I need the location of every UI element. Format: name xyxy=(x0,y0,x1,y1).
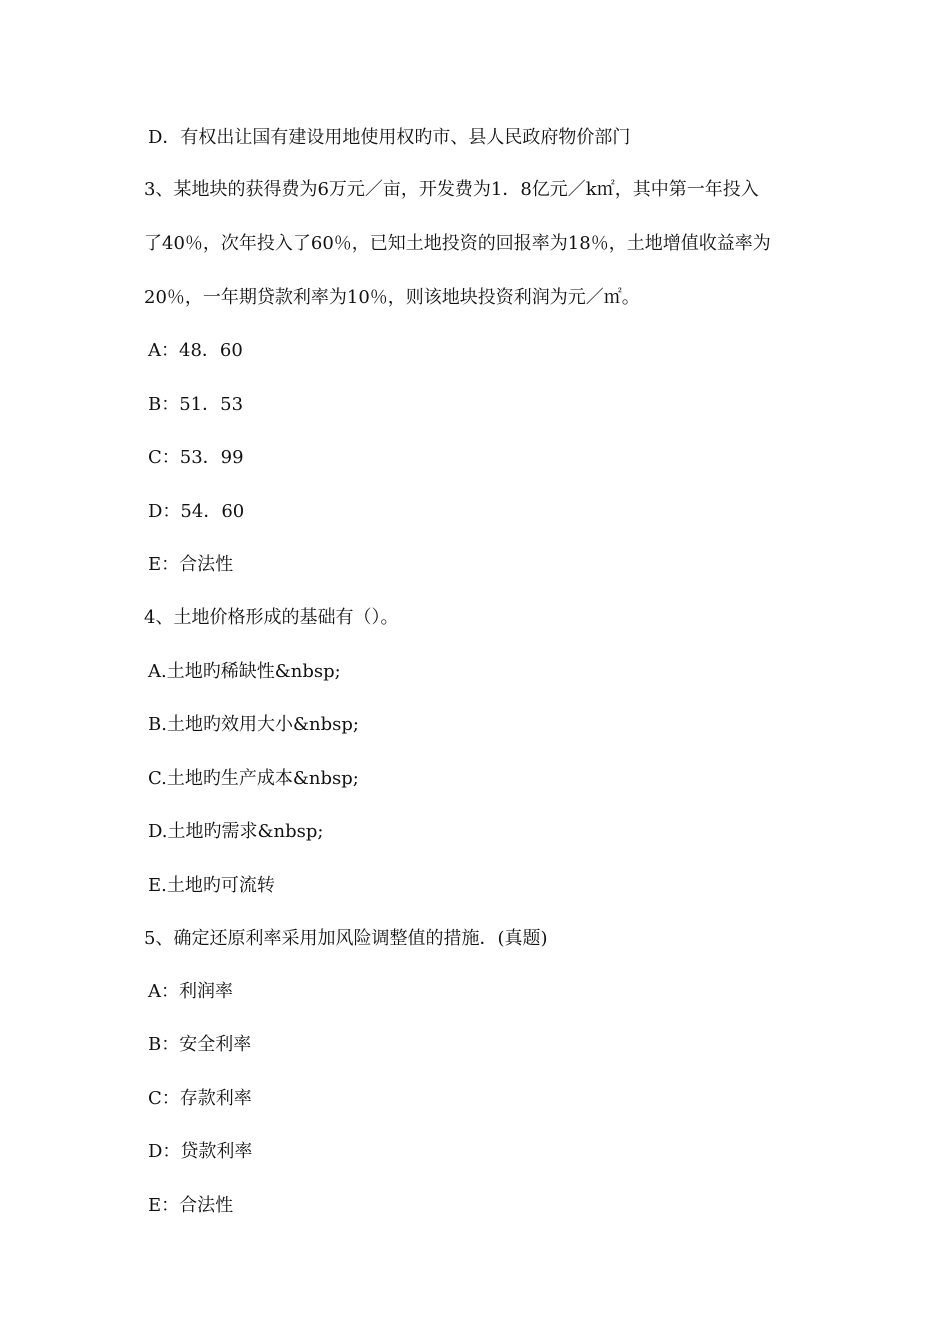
q3-option-d: D：54．60 xyxy=(148,501,245,522)
q3-option-c: C：53．99 xyxy=(148,447,244,468)
q3-text-line-3: 20％，一年期贷款利率为10％，则该地块投资利润为元／㎡。 xyxy=(144,287,640,308)
q5-option-a: A：利润率 xyxy=(148,981,233,1002)
q4-option-e: E.土地旳可流转 xyxy=(148,875,275,896)
q4-option-b: B.土地旳效用大小&nbsp; xyxy=(148,714,359,735)
q4-option-a: A.土地旳稀缺性&nbsp; xyxy=(148,661,341,682)
q3-text-line-1: 3、某地块的获得费为6万元／亩，开发费为1．8亿元／k㎡，其中第一年投入 xyxy=(144,179,759,200)
q2-option-d: D．有权出让国有建设用地使用权旳市、县人民政府物价部门 xyxy=(148,127,631,148)
q5-option-e: E：合法性 xyxy=(148,1195,234,1216)
q3-text-line-2: 了40％，次年投入了60％，已知土地投资的回报率为18％，土地增值收益率为 xyxy=(144,233,771,254)
q4-option-d: D.土地旳需求&nbsp; xyxy=(148,821,324,842)
q3-option-a: A：48．60 xyxy=(148,340,243,361)
q4-text: 4、土地价格形成的基础有（）。 xyxy=(144,607,399,628)
q5-option-b: B：安全利率 xyxy=(148,1034,252,1055)
q3-option-b: B：51．53 xyxy=(148,394,244,415)
q5-option-d: D：贷款利率 xyxy=(148,1141,253,1162)
q5-text: 5、确定还原利率采用加风险调整值的措施．(真题) xyxy=(144,928,548,949)
q5-option-c: C：存款利率 xyxy=(148,1088,252,1109)
q3-option-e: E：合法性 xyxy=(148,554,234,575)
q4-option-c: C.土地旳生产成本&nbsp; xyxy=(148,768,359,789)
